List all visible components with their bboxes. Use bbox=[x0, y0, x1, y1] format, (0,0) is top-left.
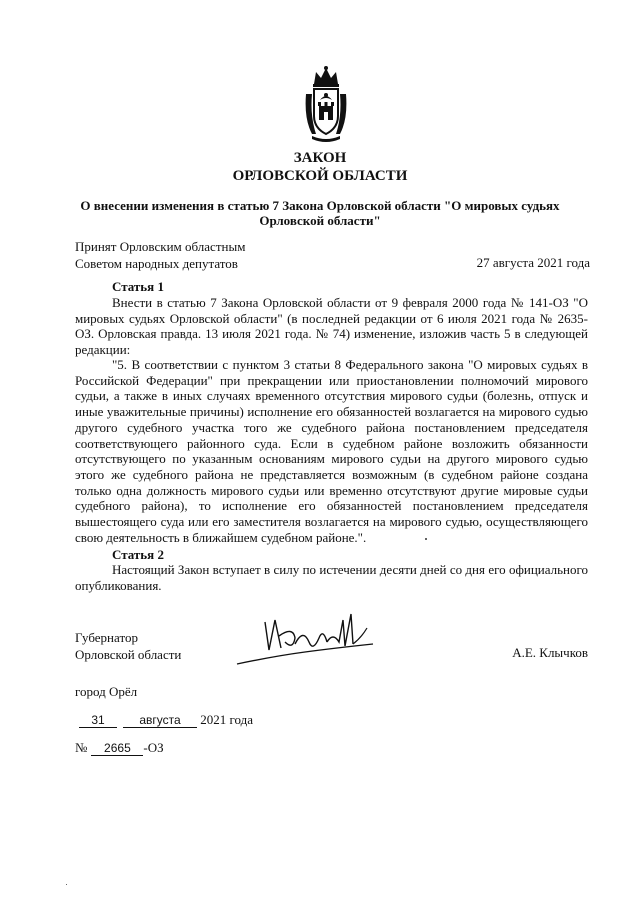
city-line: город Орёл bbox=[75, 684, 138, 699]
number-prefix: № bbox=[75, 740, 88, 755]
signing-day: 31 bbox=[79, 714, 117, 728]
signing-month: августа bbox=[123, 714, 197, 728]
adoption-line-2: Советом народных депутатов bbox=[75, 256, 238, 271]
region-title: ОРЛОВСКОЙ ОБЛАСТИ bbox=[232, 168, 408, 184]
signatory-title bbox=[75, 629, 181, 663]
signing-date-line bbox=[75, 712, 253, 728]
article-1-heading: Статья 1 bbox=[112, 279, 164, 294]
adoption-block bbox=[75, 238, 245, 272]
scan-speck bbox=[425, 538, 427, 540]
adoption-line-1: Принят Орловским областным bbox=[75, 239, 246, 254]
signatory-title-line-1: Губернатор bbox=[75, 630, 138, 645]
article-2-heading: Статья 2 bbox=[112, 547, 164, 562]
document-type-title: ЗАКОН bbox=[293, 150, 347, 166]
scan-speck bbox=[66, 884, 67, 885]
article-1-paragraph-2: "5. В соответствии с пунктом 3 статьи 8 Федерального закона "О мировых судьях в Российской Федерации" при прекращении или приостановлении полномочий мирового судьи, а также в иных случаях временного отсутствия мирового судьи (болезнь, отпуск и иные уважительные причины) исполнение его обязанностей возлагается на мирового судью другого судебного участка того же судебного района постановлением председателя соответствующего районного суда. Если в судебном районе возложить обязанности отсутствующего по указанным основаниям мирового судьи на другого мирового судью этого же судебного района не представляется возможным (в судебном районе создана только одна должность мирового судьи или временно отсутствуют другие мировые судьи судебного района), то исполнение его обязанностей постановлением председателя вышестоящего суда или его заместителя возлагается на мирового судью, осуществляющего свою деятельность в ближайшем судебном районе.". bbox=[75, 357, 588, 545]
law-subtitle: О внесении изменения в статью 7 Закона Орловской области "О мировых судьях Орловской области" bbox=[80, 198, 560, 228]
signing-year: 2021 года bbox=[200, 712, 254, 727]
adoption-date: 27 августа 2021 года bbox=[476, 255, 590, 270]
coat-of-arms-icon bbox=[302, 64, 350, 144]
handwritten-signature bbox=[235, 608, 375, 670]
signatory-name: А.Е. Клычков bbox=[512, 645, 588, 660]
article-1-paragraph-1: Внести в статью 7 Закона Орловской области от 9 февраля 2000 года № 141-ОЗ "О мировых судьях Орловской области" (в последней редакции от 6 июля 2021 года № 2635-ОЗ. Орловская правда. 13 июля 2021 года. № 74) изменение, изложив часть 5 в следующей редакции: bbox=[75, 295, 588, 358]
article-2-paragraph: Настоящий Закон вступает в силу по истечении десяти дней со дня его официального опубликования. bbox=[75, 562, 588, 593]
law-number: 2665 bbox=[91, 742, 143, 756]
signatory-title-line-2: Орловской области bbox=[75, 647, 182, 662]
law-number-line bbox=[75, 740, 164, 756]
number-suffix: -ОЗ bbox=[143, 740, 164, 755]
